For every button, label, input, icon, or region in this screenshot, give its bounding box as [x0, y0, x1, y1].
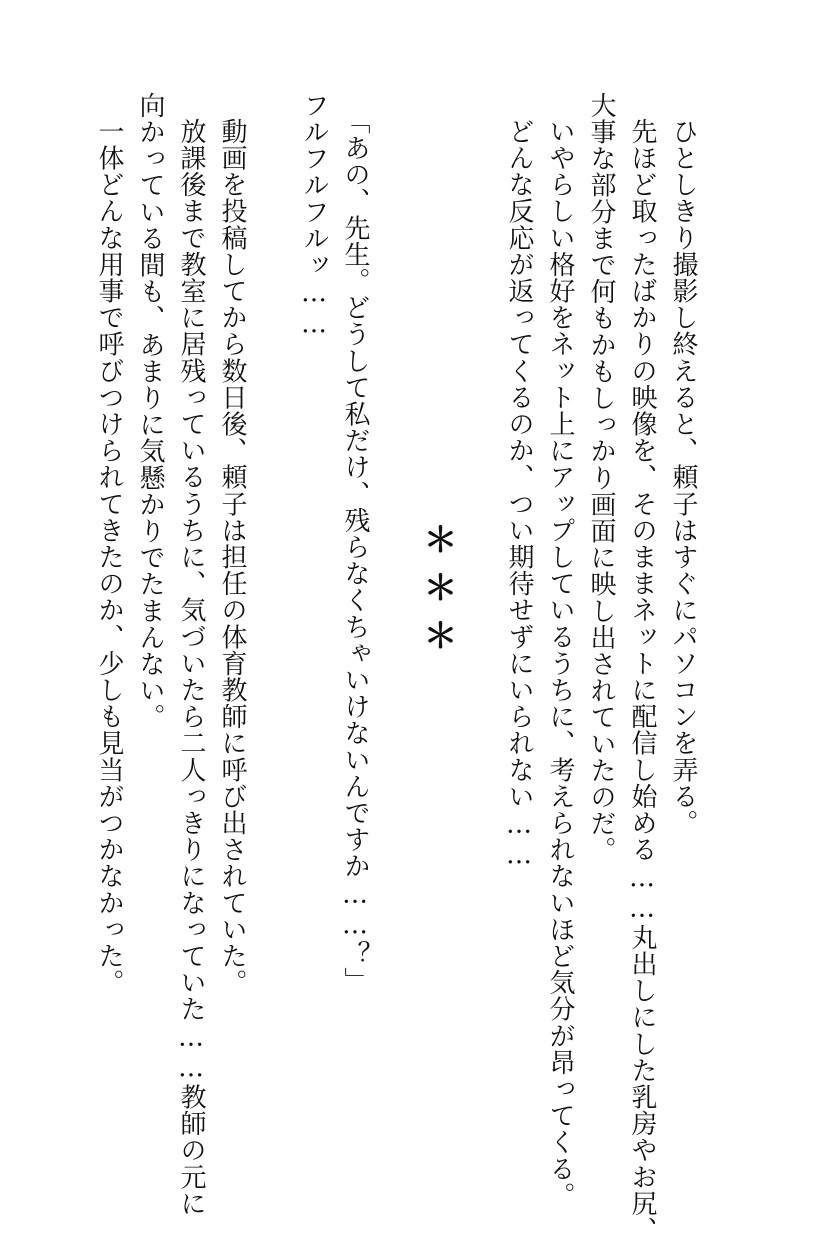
scene-break: ＊＊＊ — [417, 522, 457, 666]
text-column-11: 一体どんな用事で呼びつけられてきたのか、少しも見当がつかなかった。 — [94, 118, 124, 996]
text-column-4: いやらしい格好をネット上にアップしているうちに、考えられないほど気分が昂ってくる。 — [545, 118, 575, 1209]
text-column-9: 放課後まで教室に居残っているうちに、気づいたら二人っきりになっていた……教師の元に — [176, 118, 206, 1217]
text-column-5: どんな反応が返ってくるのか、つい期待せずにいられない…… — [504, 118, 534, 871]
dialogue-line: 「あの、先生。どうして私だけ、残らなくちゃいけないんですか……？」 — [340, 108, 370, 994]
text-column-2: 先ほど取ったばかりの映像を、そのままネットに配信し始める……丸出しにした乳房やお尻、 — [627, 118, 657, 1243]
text-column-1: ひとしきり撮影し終えると、頼子はすぐにパソコンを弄る。 — [668, 118, 698, 837]
text-column-8: 動画を投稿してから数日後、頼子は担任の体育教師に呼び出されていた。 — [217, 118, 247, 996]
sound-effect-line: フルフルフルッ…… — [299, 92, 329, 340]
text-column-10: 向かっている間も、あまりに気懸かりでたまんない。 — [135, 92, 165, 731]
text-column-3: 大事な部分まで何もかもしっかり画面に映し出されていたのだ。 — [586, 92, 616, 864]
